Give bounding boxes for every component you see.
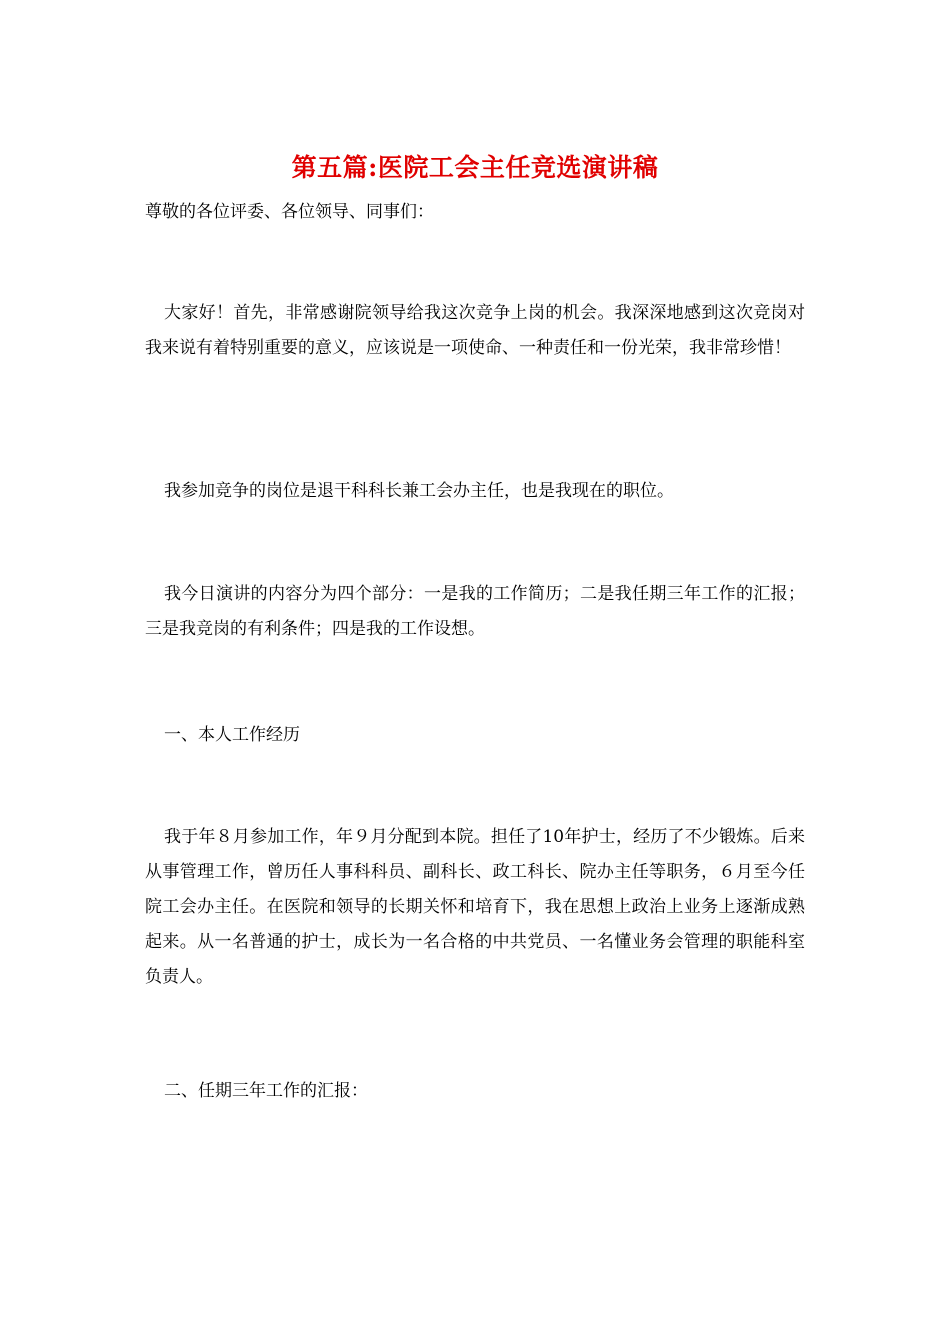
salutation: 尊敬的各位评委、各位领导、同事们： [145,202,434,222]
paragraph-position: 我参加竞争的岗位是退干科科长兼工会办主任，也是我现在的职位。 [164,481,674,501]
paragraph-greeting: 大家好！首先，非常感谢院领导给我这次竞争上岗的机会。我深深地感到这次竞岗对我来说有着特别重要的意义，应该说是一项使命、一种责任和一份光荣，我非常珍惜！ [145,303,805,358]
section-heading-term-report: 二、任期三年工作的汇报： [164,1081,368,1101]
section-heading-work-history: 一、本人工作经历 [164,725,300,745]
paragraph-outline: 我今日演讲的内容分为四个部分：一是我的工作简历；二是我任期三年工作的汇报；三是我竞岗的有利条件；四是我的工作设想。 [145,584,805,639]
paragraph-work-history: 我于年８月参加工作，年９月分配到本院。担任了10年护士，经历了不少锻炼。后来从事管理工作，曾历任人事科科员、副科长、政工科长、院办主任等职务，６月至今任院工会办主任。在医院和领导的长期关怀和培育下，我在思想上政治上业务上逐渐成熟起来。从一名普通的护士，成长为一名合格的中共党员、一名懂业务会管理的职能科室负责人。 [145,827,805,987]
document-title: 第五篇:医院工会主任竞选演讲稿 [291,153,659,182]
